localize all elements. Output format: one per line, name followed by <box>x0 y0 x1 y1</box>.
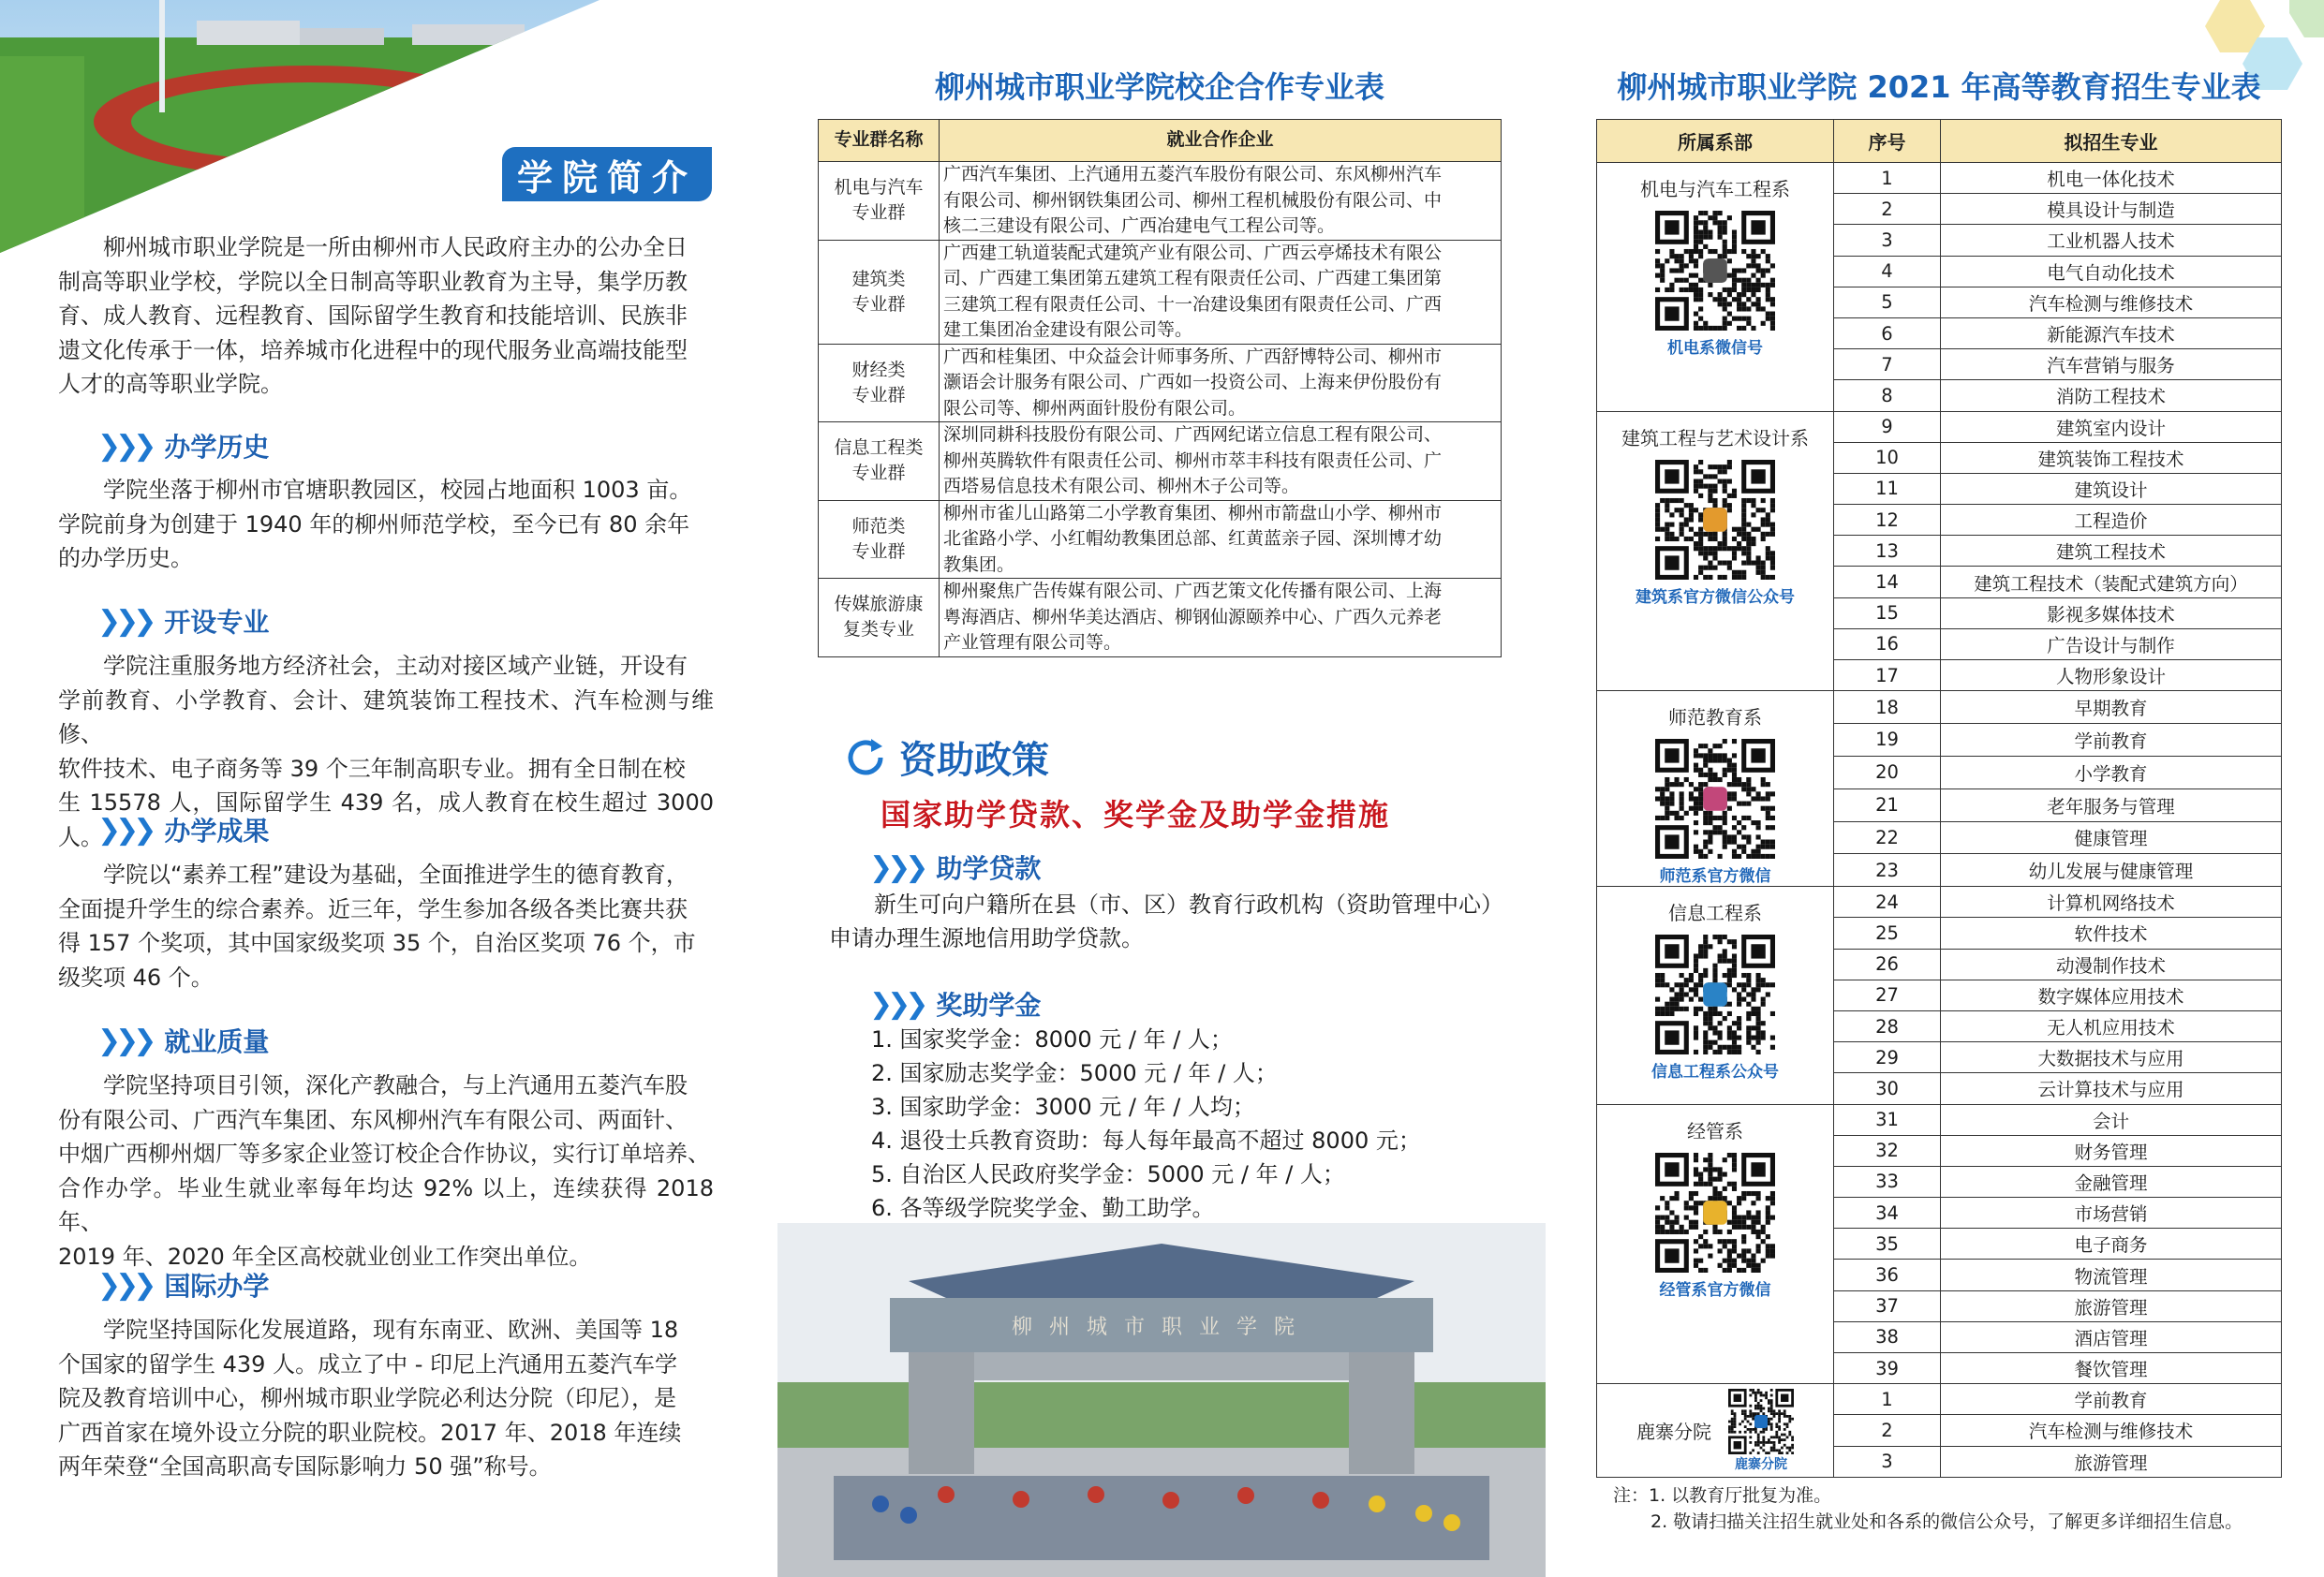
seq-cell: 23 <box>1834 854 1941 887</box>
seq-cell: 22 <box>1834 821 1941 854</box>
scholarship-heading-text: 奖助学金 <box>936 990 1042 1021</box>
intro-line: 制高等职业学校，学院以全日制高等职业教育为主导，集学历教 <box>58 268 688 295</box>
section-body-history <box>58 473 714 576</box>
text-line: 全面提升学生的综合素养。近三年，学生参加各级各类比赛共获 <box>58 895 688 922</box>
group-name-text: 师范类 <box>851 515 906 537</box>
intro-title: 学院简介 <box>502 147 712 201</box>
table-row <box>1597 163 2282 194</box>
section-heading-international <box>97 1266 269 1304</box>
companies-cell <box>940 500 1502 579</box>
qr-caption: 经管系官方微信 <box>1659 1280 1771 1300</box>
major-cell: 影视多媒体技术 <box>1941 597 2282 628</box>
company-line: 建工集团冶金建设有限公司等。 <box>943 319 1193 340</box>
dept-name: 建筑工程与艺术设计系 <box>1621 426 1809 450</box>
major-cell: 建筑工程技术（装配式建筑方向） <box>1941 567 2282 597</box>
major-cell: 汽车检测与维修技术 <box>1941 1415 2282 1446</box>
companies-cell <box>940 579 1502 657</box>
text-line: 个国家的留学生 439 人。成立了中 - 印尼上汽通用五菱汽车学 <box>58 1350 677 1378</box>
seq-cell: 5 <box>1834 287 1941 317</box>
chevron-right-icon: ❯❯❯ <box>97 813 152 847</box>
major-cell: 学前教育 <box>1941 1384 2282 1415</box>
seq-cell: 9 <box>1834 411 1941 442</box>
company-line: 广西和桂集团、中众益会计师事务所、广西舒博特公司、柳州市 <box>943 346 1443 367</box>
seq-cell: 8 <box>1834 380 1941 411</box>
group-name-cell <box>819 500 940 579</box>
major-cell: 电气自动化技术 <box>1941 256 2282 287</box>
campus-gate-photo <box>777 1223 1546 1577</box>
col-group-header: 专业群名称 <box>819 120 940 162</box>
seq-cell: 18 <box>1834 691 1941 724</box>
intro-line: 育、成人教育、远程教育、国际留学生教育和技能培训、民族非 <box>58 302 688 329</box>
seq-cell: 21 <box>1834 788 1941 821</box>
col-major-header: 拟招生专业 <box>1941 120 2282 163</box>
chevron-right-icon: ❯❯❯ <box>869 987 924 1021</box>
group-name-text: 专业群 <box>851 540 906 562</box>
company-line: 北雀路小学、小红帽幼教集团总部、红黄蓝亲子园、深圳博才幼 <box>943 528 1443 549</box>
aid-subtitle: 国家助学贷款、奖学金及助学金措施 <box>881 797 1391 833</box>
seq-cell: 10 <box>1834 442 1941 473</box>
major-cell: 工程造价 <box>1941 505 2282 536</box>
seq-cell: 20 <box>1834 756 1941 788</box>
company-line: 有限公司、柳州钢铁集团公司、柳州工程机械股份有限公司、中 <box>943 189 1443 211</box>
major-cell: 会计 <box>1941 1104 2282 1135</box>
gate-sign-text: 柳州城市职业学院 <box>1011 1316 1312 1339</box>
seq-cell: 28 <box>1834 1010 1941 1041</box>
table-row <box>819 240 1502 344</box>
text-line: 中烟广西柳州烟厂等多家企业签订校企合作协议，实行订单培养、 <box>58 1141 710 1167</box>
major-cell: 无人机应用技术 <box>1941 1010 2282 1041</box>
list-item: 3. 国家助学金：3000 元 / 年 / 人均； <box>871 1094 1255 1120</box>
section-heading-majors <box>97 602 269 640</box>
text-line: 广西首家在境外设立分院的职业院校。2017 年、2018 年连续 <box>58 1419 682 1446</box>
company-line: 教集团。 <box>943 553 1015 575</box>
major-cell: 广告设计与制作 <box>1941 628 2282 659</box>
seq-cell: 15 <box>1834 597 1941 628</box>
loan-heading-text: 助学贷款 <box>936 853 1042 884</box>
seq-cell: 3 <box>1834 1446 1941 1477</box>
text-line: 学院以“素养工程”建设为基础，全面推进学生的德育教育， <box>103 862 688 888</box>
major-cell: 数字媒体应用技术 <box>1941 980 2282 1010</box>
major-cell: 幼儿发展与健康管理 <box>1941 854 2282 887</box>
seq-cell: 35 <box>1834 1229 1941 1260</box>
company-line: 柳州英腾软件有限责任公司、柳州市萃丰科技有限责任公司、广 <box>943 450 1443 471</box>
seq-cell: 1 <box>1834 1384 1941 1415</box>
chevron-right-icon: ❯❯❯ <box>97 429 152 463</box>
group-name-cell <box>819 162 940 241</box>
seq-cell: 25 <box>1834 918 1941 949</box>
major-cell: 人物形象设计 <box>1941 660 2282 691</box>
major-cell: 云计算技术与应用 <box>1941 1073 2282 1104</box>
company-line: 深圳同耕科技股份有限公司、广西网纪诺立信息工程有限公司、 <box>943 424 1443 445</box>
section-body-achievements <box>58 858 714 995</box>
group-name-cell <box>819 422 940 501</box>
seq-cell: 24 <box>1834 887 1941 918</box>
group-name-text: 信息工程类 <box>834 437 924 459</box>
companies-cell <box>940 344 1502 422</box>
qr-caption: 鹿寨分院 <box>1735 1457 1787 1473</box>
qr-caption: 信息工程系公众号 <box>1651 1063 1779 1083</box>
major-cell: 金融管理 <box>1941 1166 2282 1197</box>
dept-name: 鹿寨分院 <box>1636 1420 1711 1443</box>
seq-cell: 16 <box>1834 628 1941 659</box>
dept-cell <box>1597 887 1834 1104</box>
major-cell: 旅游管理 <box>1941 1290 2282 1321</box>
seq-cell: 27 <box>1834 980 1941 1010</box>
major-cell: 机电一体化技术 <box>1941 163 2282 194</box>
list-item: 6. 各等级学院奖学金、勤工助学。 <box>871 1195 1215 1221</box>
major-cell: 汽车营销与服务 <box>1941 349 2282 380</box>
group-name-text: 专业群 <box>851 202 906 224</box>
seq-cell: 12 <box>1834 505 1941 536</box>
table-row <box>819 579 1502 657</box>
scholarship-list <box>871 1023 1527 1225</box>
qr-code-icon <box>1655 739 1775 859</box>
majors-note-2: 2. 敬请扫描关注招生就业处和各系的微信公众号，了解更多详细招生信息。 <box>1650 1511 2243 1532</box>
seq-cell: 6 <box>1834 317 1941 348</box>
seq-cell: 14 <box>1834 567 1941 597</box>
section-heading-text: 国际办学 <box>164 1271 270 1302</box>
seq-cell: 11 <box>1834 473 1941 504</box>
section-heading-text: 办学成果 <box>164 816 270 847</box>
dept-cell <box>1597 691 1834 887</box>
text-line: 合作办学。毕业生就业率每年均达 92% 以上，连续获得 2018 年、 <box>58 1174 714 1235</box>
company-line: 核二三建设有限公司、广西冶建电气工程公司等。 <box>943 215 1336 236</box>
major-cell: 市场营销 <box>1941 1198 2282 1229</box>
qr-code-icon <box>1655 211 1775 331</box>
major-cell: 餐饮管理 <box>1941 1353 2282 1384</box>
dept-cell <box>1597 1384 1834 1478</box>
aid-title: 资助政策 <box>899 739 1049 782</box>
text-line: 学院注重服务地方经济社会，主动对接区域产业链，开设有 <box>103 653 688 679</box>
col-dept-header: 所属系部 <box>1597 120 1834 163</box>
group-name-cell <box>819 344 940 422</box>
seq-cell: 17 <box>1834 660 1941 691</box>
major-cell: 软件技术 <box>1941 918 2282 949</box>
text-line: 得 157 个奖项，其中国家级奖项 35 个，自治区奖项 76 个，市 <box>58 930 696 956</box>
text-line: 两年荣登“全国高职高专国际影响力 50 强”称号。 <box>58 1453 552 1480</box>
group-name-text: 专业群 <box>851 463 906 484</box>
qr-caption: 师范系官方微信 <box>1659 867 1771 887</box>
company-line: 粤海酒店、柳州华美达酒店、柳钢仙源颐养中心、广西久元养老 <box>943 606 1443 627</box>
group-name-text: 传媒旅游康 <box>834 594 924 615</box>
major-cell: 物流管理 <box>1941 1260 2282 1290</box>
section-body-international <box>58 1313 714 1484</box>
table-row <box>819 162 1502 241</box>
dept-cell <box>1597 163 1834 412</box>
major-cell: 工业机器人技术 <box>1941 225 2282 256</box>
seq-cell: 2 <box>1834 1415 1941 1446</box>
coop-table <box>818 119 1502 657</box>
dept-name: 信息工程系 <box>1668 902 1762 925</box>
qr-code-icon <box>1655 460 1775 580</box>
major-cell: 酒店管理 <box>1941 1321 2282 1352</box>
major-cell: 建筑设计 <box>1941 473 2282 504</box>
table-row <box>819 422 1502 501</box>
seq-cell: 31 <box>1834 1104 1941 1135</box>
group-name-cell <box>819 579 940 657</box>
intro-line: 人才的高等职业学院。 <box>58 371 283 397</box>
section-heading-text: 就业质量 <box>164 1026 270 1057</box>
table-row <box>819 344 1502 422</box>
qr-code-icon <box>1655 935 1775 1054</box>
group-name-text: 财经类 <box>851 359 906 380</box>
col-num-header: 序号 <box>1834 120 1941 163</box>
list-item: 5. 自治区人民政府奖学金：5000 元 / 年 / 人； <box>871 1161 1345 1187</box>
qr-caption: 建筑系官方微信公众号 <box>1636 587 1795 607</box>
text-line: 学院坚持项目引领，深化产教融合，与上汽通用五菱汽车股 <box>103 1072 688 1098</box>
major-cell: 计算机网络技术 <box>1941 887 2282 918</box>
text-line: 新生可向户籍所在县（市、区）教育行政机构（资助管理中心） <box>874 892 1503 918</box>
text-line: 院及教育培训中心，柳州城市职业学院必利达分院（印尼），是 <box>58 1385 676 1411</box>
text-line: 学前教育、小学教育、会计、建筑装饰工程技术、汽车检测与维修、 <box>58 686 714 747</box>
majors-table <box>1596 119 2282 1478</box>
loan-heading <box>869 848 1041 886</box>
text-line: 申请办理生源地信用助学贷款。 <box>829 925 1144 951</box>
section-body-employment <box>58 1069 714 1274</box>
section-heading-history <box>97 427 269 464</box>
major-cell: 动漫制作技术 <box>1941 949 2282 980</box>
major-cell: 财务管理 <box>1941 1135 2282 1166</box>
text-line: 份有限公司、广西汽车集团、东风柳州汽车有限公司、两面针、 <box>58 1106 688 1133</box>
group-name-text: 复类专业 <box>842 619 914 641</box>
table-row <box>1597 887 2282 918</box>
text-line: 软件技术、电子商务等 39 个三年制高职专业。拥有全日制在校 <box>58 755 686 782</box>
group-name-text: 建筑类 <box>851 268 906 289</box>
dept-cell <box>1597 411 1834 691</box>
company-line: 柳州市雀儿山路第二小学教育集团、柳州市箭盘山小学、柳州市 <box>943 502 1443 523</box>
refresh-arrow-icon <box>843 735 888 780</box>
qr-code-icon <box>1728 1389 1794 1454</box>
company-line: 柳州聚焦广告传媒有限公司、广西艺策文化传播有限公司、上海 <box>943 581 1443 601</box>
text-line: 学院坚持国际化发展道路，现有东南亚、欧洲、美国等 18 <box>103 1317 679 1343</box>
dept-name: 师范教育系 <box>1668 706 1762 730</box>
list-item: 1. 国家奖学金：8000 元 / 年 / 人； <box>871 1026 1233 1053</box>
seq-cell: 7 <box>1834 349 1941 380</box>
dept-name: 机电与汽车工程系 <box>1640 178 1790 200</box>
companies-cell <box>940 422 1502 501</box>
seq-cell: 32 <box>1834 1135 1941 1166</box>
major-cell: 消防工程技术 <box>1941 380 2282 411</box>
table-row <box>1597 691 2282 724</box>
company-line: 司、广西建工集团第五建筑工程有限责任公司、广西建工集团第 <box>943 268 1443 288</box>
major-cell: 大数据技术与应用 <box>1941 1042 2282 1073</box>
campus-banner-photo <box>0 0 768 253</box>
company-line: 广西汽车集团、上汽通用五菱汽车股份有限公司、东风柳州汽车 <box>943 164 1443 184</box>
major-cell: 早期教育 <box>1941 691 2282 724</box>
text-line: 的办学历史。 <box>58 545 193 571</box>
loan-body <box>829 888 1522 955</box>
seq-cell: 30 <box>1834 1073 1941 1104</box>
seq-cell: 33 <box>1834 1166 1941 1197</box>
company-line: 西塔易信息技术有限公司、柳州木子公司等。 <box>943 476 1300 496</box>
chevron-right-icon: ❯❯❯ <box>97 604 152 638</box>
majors-note-1: 注：1. 以教育厅批复为准。 <box>1613 1485 1832 1506</box>
major-cell: 老年服务与管理 <box>1941 788 2282 821</box>
intro-paragraph <box>58 230 714 402</box>
seq-cell: 4 <box>1834 256 1941 287</box>
group-name-text: 专业群 <box>851 293 906 315</box>
text-line: 2019 年、2020 年全区高校就业创业工作突出单位。 <box>58 1243 592 1270</box>
major-cell: 新能源汽车技术 <box>1941 317 2282 348</box>
seq-cell: 1 <box>1834 163 1941 194</box>
coop-table-title: 柳州城市职业学院校企合作专业表 <box>934 69 1384 105</box>
companies-cell <box>940 240 1502 344</box>
company-line: 灏语会计服务有限公司、广西如一投资公司、上海来伊份股份有 <box>943 372 1443 392</box>
section-heading-employment <box>97 1022 269 1059</box>
seq-cell: 3 <box>1834 225 1941 256</box>
major-cell: 建筑室内设计 <box>1941 411 2282 442</box>
group-name-text: 专业群 <box>851 384 906 405</box>
company-line: 三建筑工程有限责任公司、十一冶建设集团有限责任公司、广西 <box>943 293 1443 315</box>
major-cell: 模具设计与制造 <box>1941 194 2282 225</box>
table-row <box>1597 1384 2282 1415</box>
dept-name: 经管系 <box>1687 1119 1743 1142</box>
seq-cell: 29 <box>1834 1042 1941 1073</box>
seq-cell: 38 <box>1834 1321 1941 1352</box>
text-line: 学院坐落于柳州市官塘职教园区，校园占地面积 1003 亩。 <box>103 477 692 503</box>
dept-cell <box>1597 1104 1834 1384</box>
company-line: 产业管理有限公司等。 <box>943 632 1122 653</box>
intro-line: 遗文化传承于一体，培养城市化进程中的现代服务业高端技能型 <box>58 336 688 363</box>
companies-cell <box>940 162 1502 241</box>
section-heading-achievements <box>97 811 269 848</box>
group-name-text: 机电与汽车 <box>834 177 924 199</box>
aid-heading <box>843 730 1049 784</box>
company-line: 广西建工轨道装配式建筑产业有限公司、广西云亭烯技术有限公 <box>943 242 1443 263</box>
seq-cell: 36 <box>1834 1260 1941 1290</box>
major-cell: 汽车检测与维修技术 <box>1941 287 2282 317</box>
table-row <box>1597 411 2282 442</box>
col-company-header: 就业合作企业 <box>940 120 1502 162</box>
major-cell: 健康管理 <box>1941 821 2282 854</box>
seq-cell: 26 <box>1834 949 1941 980</box>
seq-cell: 37 <box>1834 1290 1941 1321</box>
list-item: 2. 国家励志奖学金：5000 元 / 年 / 人； <box>871 1060 1278 1086</box>
seq-cell: 19 <box>1834 724 1941 757</box>
text-line: 生 15578 人，国际留学生 439 名，成人教育在校生超过 3000 人。 <box>58 789 714 850</box>
major-cell: 学前教育 <box>1941 724 2282 757</box>
seq-cell: 34 <box>1834 1198 1941 1229</box>
text-line: 学院前身为创建于 1940 年的柳州师范学校，至今已有 80 余年 <box>58 510 690 538</box>
major-cell: 小学教育 <box>1941 756 2282 788</box>
table-row <box>1597 1104 2282 1135</box>
major-cell: 建筑装饰工程技术 <box>1941 442 2282 473</box>
list-item: 4. 退役士兵教育资助：每人每年最高不超过 8000 元； <box>871 1127 1421 1154</box>
major-cell: 旅游管理 <box>1941 1446 2282 1477</box>
chevron-right-icon: ❯❯❯ <box>97 1268 152 1302</box>
company-line: 限公司等、柳州两面针股份有限公司。 <box>943 397 1247 419</box>
chevron-right-icon: ❯❯❯ <box>869 850 924 884</box>
qr-code-icon <box>1655 1153 1775 1273</box>
scholarship-heading <box>869 985 1041 1023</box>
major-cell: 建筑工程技术 <box>1941 536 2282 567</box>
seq-cell: 13 <box>1834 536 1941 567</box>
major-cell: 电子商务 <box>1941 1229 2282 1260</box>
table-header-row <box>819 120 1502 162</box>
seq-cell: 39 <box>1834 1353 1941 1384</box>
table-row <box>819 500 1502 579</box>
majors-table-title: 柳州城市职业学院 2021 年高等教育招生专业表 <box>1617 69 2261 105</box>
chevron-right-icon: ❯❯❯ <box>97 1024 152 1057</box>
group-name-cell <box>819 240 940 344</box>
intro-line: 柳州城市职业学院是一所由柳州市人民政府主办的公办全日 <box>103 234 688 260</box>
table-header-row <box>1597 120 2282 163</box>
text-line: 级奖项 46 个。 <box>58 964 214 991</box>
section-heading-text: 开设专业 <box>164 607 270 638</box>
section-heading-text: 办学历史 <box>164 432 270 463</box>
seq-cell: 2 <box>1834 194 1941 225</box>
qr-caption: 机电系微信号 <box>1667 339 1763 358</box>
